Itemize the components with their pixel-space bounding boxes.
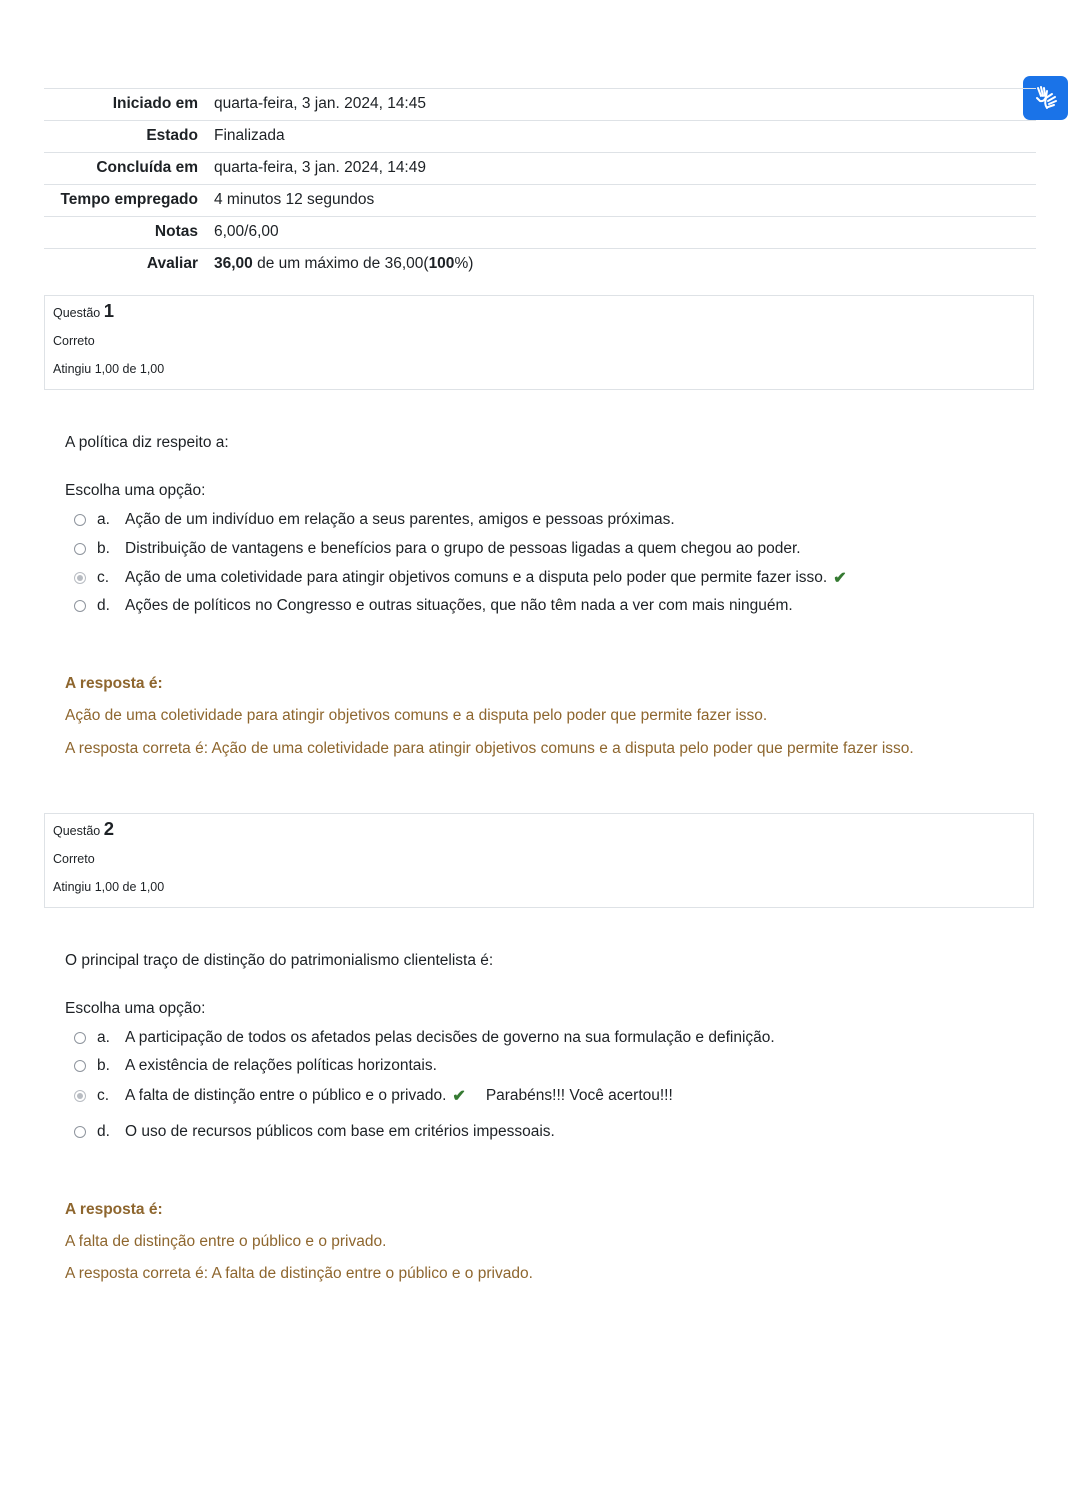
question-state: Correto	[53, 852, 95, 866]
option-letter: b.	[97, 540, 110, 557]
answer-option-a[interactable]	[74, 511, 675, 529]
answer-prompt: Escolha uma opção:	[65, 482, 206, 499]
radio-button-selected[interactable]	[74, 1090, 86, 1102]
option-text: Distribuição de vantagens e benefícios para o grupo de pessoas ligadas a quem chegou ao poder.	[125, 540, 801, 557]
option-text: Ação de uma coletividade para atingir objetivos comuns e a disputa pelo poder que permite fazer isso.	[125, 569, 828, 586]
option-text: A falta de distinção entre o público e o privado.	[125, 1087, 447, 1104]
option-feedback: Parabéns!!! Você acertou!!!	[485, 1087, 673, 1104]
question-info-2	[44, 813, 1034, 908]
summary-row-time	[44, 185, 1036, 217]
summary-value: quarta-feira, 3 jan. 2024, 14:49	[214, 159, 426, 176]
grade-middle: de um máximo de 36,00(	[252, 255, 429, 272]
summary-value: Finalizada	[214, 127, 285, 144]
summary-row-grade	[44, 249, 1036, 281]
radio-button[interactable]	[74, 1060, 86, 1072]
radio-button[interactable]	[74, 600, 86, 612]
question-state: Correto	[53, 334, 95, 348]
answer-option-d[interactable]	[74, 1123, 555, 1141]
question-prefix: Questão	[53, 824, 101, 838]
right-answer: A resposta correta é: Ação de uma coletividade para atingir objetivos comuns e a disputa pelo poder que permite fazer isso.	[65, 740, 914, 757]
grade-end: %)	[454, 255, 474, 272]
option-letter: d.	[97, 597, 110, 614]
summary-value	[214, 249, 1036, 281]
summary-value: quarta-feira, 3 jan. 2024, 14:45	[214, 95, 426, 112]
feedback-text: Ação de uma coletividade para atingir objetivos comuns e a disputa pelo poder que permite fazer isso.	[65, 707, 768, 724]
grade-percent: 100	[428, 255, 455, 272]
option-text: Ações de políticos no Congresso e outras situações, que não têm nada a ver com mais ninguém.	[125, 597, 793, 614]
summary-row-marks	[44, 217, 1036, 249]
check-icon: ✔	[833, 570, 847, 587]
question-grade: Atingiu 1,00 de 1,00	[53, 362, 165, 376]
option-letter: b.	[97, 1057, 110, 1074]
option-text: Ação de um indivíduo em relação a seus parentes, amigos e pessoas próximas.	[125, 511, 675, 528]
check-icon: ✔	[452, 1088, 466, 1105]
answer-option-a[interactable]	[74, 1029, 775, 1047]
option-letter: a.	[97, 1029, 110, 1046]
grade-score: 36,00	[214, 255, 253, 272]
summary-label: Tempo empregado	[60, 191, 198, 208]
question-number: 1	[103, 300, 115, 321]
answer-option-c[interactable]	[74, 1086, 673, 1106]
summary-label: Concluída em	[96, 159, 198, 176]
summary-row-completed	[44, 153, 1036, 185]
right-answer: A resposta correta é: A falta de distinção entre o público e o privado.	[65, 1265, 533, 1282]
summary-label: Estado	[146, 127, 198, 144]
question-number: 2	[103, 818, 115, 839]
radio-button[interactable]	[74, 514, 86, 526]
option-letter: c.	[97, 1087, 110, 1104]
radio-button[interactable]	[74, 543, 86, 555]
question-grade: Atingiu 1,00 de 1,00	[53, 880, 165, 894]
summary-label: Notas	[154, 223, 198, 240]
summary-row-started	[44, 89, 1036, 121]
feedback-text: A falta de distinção entre o público e o privado.	[65, 1233, 387, 1250]
answer-option-b[interactable]	[74, 540, 801, 558]
option-text: O uso de recursos públicos com base em critérios impessoais.	[125, 1123, 555, 1140]
summary-row-state	[44, 121, 1036, 153]
summary-label: Avaliar	[146, 255, 198, 272]
answer-option-d[interactable]	[74, 597, 793, 615]
question-info-1	[44, 295, 1034, 390]
question-text: O principal traço de distinção do patrimonialismo clientelista é:	[65, 952, 494, 969]
feedback-title: A resposta é:	[65, 675, 163, 692]
summary-value: 6,00/6,00	[214, 223, 279, 240]
option-letter: c.	[97, 569, 110, 586]
quiz-summary-table	[44, 88, 1036, 280]
option-text: A participação de todos os afetados pelas decisões de governo na sua formulação e definição.	[125, 1029, 775, 1046]
option-text: A existência de relações políticas horizontais.	[125, 1057, 437, 1074]
radio-button-selected[interactable]	[74, 572, 86, 584]
question-text: A política diz respeito a:	[65, 434, 229, 451]
answer-option-b[interactable]	[74, 1057, 437, 1075]
answer-option-c[interactable]	[74, 568, 847, 588]
feedback-title: A resposta é:	[65, 1201, 163, 1218]
summary-value: 4 minutos 12 segundos	[214, 191, 375, 208]
summary-label: Iniciado em	[112, 95, 198, 112]
question-prefix: Questão	[53, 306, 101, 320]
radio-button[interactable]	[74, 1032, 86, 1044]
radio-button[interactable]	[74, 1126, 86, 1138]
option-letter: d.	[97, 1123, 110, 1140]
answer-prompt: Escolha uma opção:	[65, 1000, 206, 1017]
option-letter: a.	[97, 511, 110, 528]
